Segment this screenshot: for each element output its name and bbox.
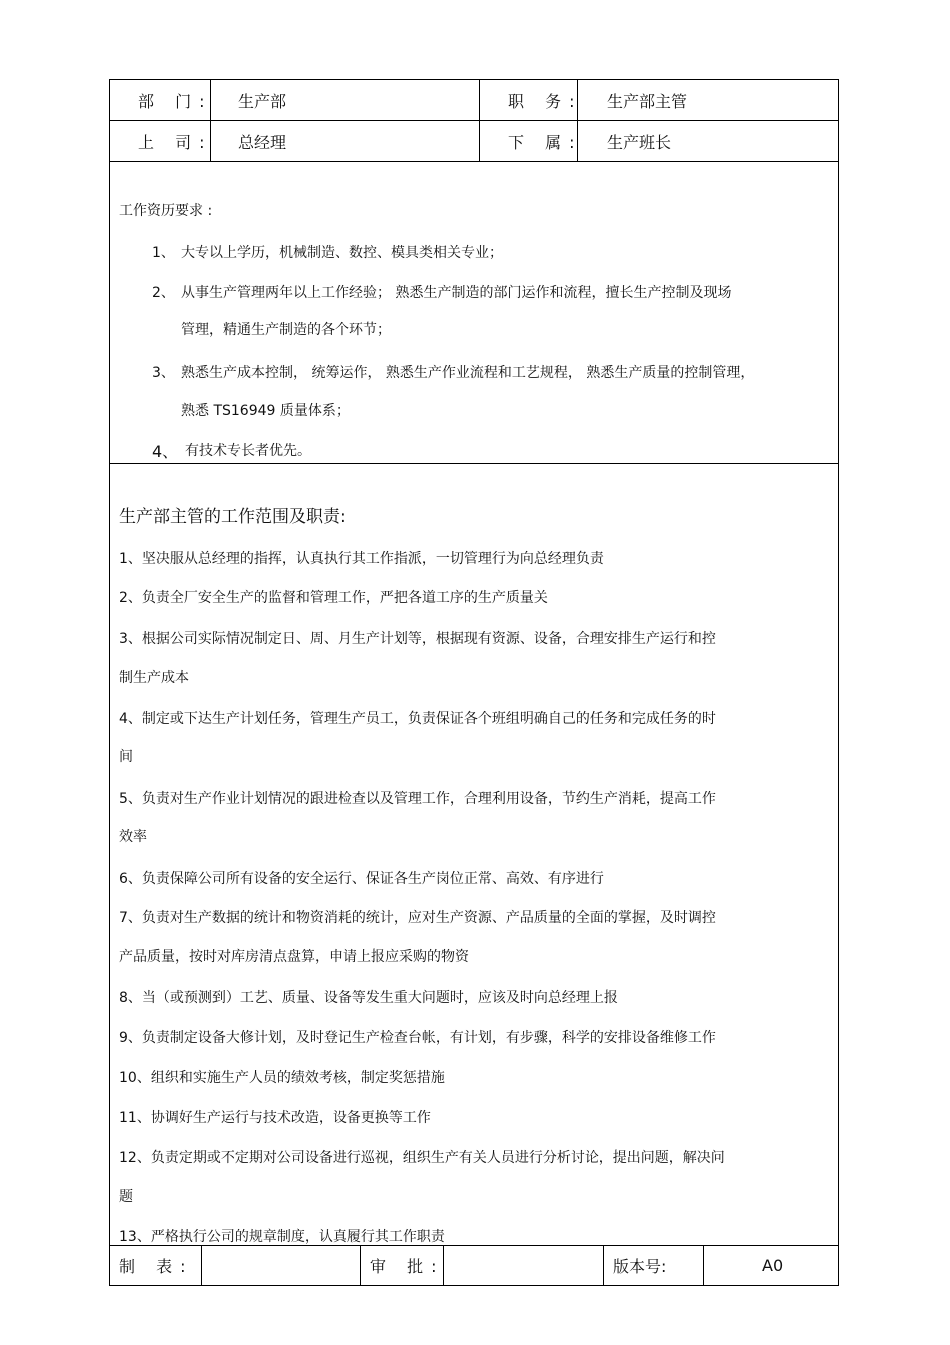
position-value: 生产部主管 [607,91,688,111]
duty-line: 9、负责制定设备大修计划，及时登记生产检查台帐，有计划，有步骤，科学的安排设备维修工作 [119,1030,716,1046]
requirement-text: 熟悉生产成本控制， 统筹运作， 熟悉生产作业流程和工艺规程， 熟悉生产质量的控制管理， [181,365,755,381]
duty-line: 11、协调好生产运行与技术改造，设备更换等工作 [119,1110,431,1126]
duty-line: 5、负责对生产作业计划情况的跟进检查以及管理工作，合理利用设备，节约生产消耗，提高工作 [119,791,716,807]
duty-line: 2、负责全厂安全生产的监督和管理工作，严把各道工序的生产质量关 [119,590,548,606]
duty-line: 12、负责定期或不定期对公司设备进行巡视，组织生产有关人员进行分析讨论，提出问题，解决问 [119,1150,725,1166]
requirement-text: 管理，精通生产制造的各个环节； [181,322,391,338]
duty-line: 13、严格执行公司的规章制度，认真履行其工作职责 [119,1229,445,1245]
duty-line: 间 [119,749,133,765]
position-label: 职 务: [508,91,583,111]
duties-title: 生产部主管的工作范围及职责: [119,507,346,527]
duty-line: 效率 [119,829,147,845]
requirement-number: 3、 [152,365,175,381]
duty-line: 3、根据公司实际情况制定日、周、月生产计划等，根据现有资源、设备，合理安排生产运行和控 [119,631,716,647]
department-label: 部 门: [138,91,213,111]
duty-line: 产品质量，按时对库房清点盘算，申请上报应采购的物资 [119,949,469,965]
duties-section [110,464,838,1246]
subordinate-value: 生产班长 [607,132,672,152]
duty-line: 6、负责保障公司所有设备的安全运行、保证各生产岗位正常、高效、有序进行 [119,871,604,887]
header-row-superior [110,121,838,162]
duty-line: 8、当（或预测到）工艺、质量、设备等发生重大问题时，应该及时向总经理上报 [119,990,618,1006]
duty-line: 10、组织和实施生产人员的绩效考核，制定奖惩措施 [119,1070,445,1086]
subordinate-label: 下 属: [508,132,583,152]
requirement-text: 大专以上学历，机械制造、数控、模具类相关专业； [181,245,503,261]
requirement-text: 有技术专长者优先。 [185,443,311,459]
requirements-title: 工作资历要求 : [119,203,213,219]
requirement-number: 4、 [152,442,179,461]
requirement-text: 熟悉 TS16949 质量体系； [181,403,350,419]
superior-label: 上 司: [138,132,213,152]
duty-line: 7、负责对生产数据的统计和物资消耗的统计，应对生产资源、产品质量的全面的掌握，及时调控 [119,910,716,926]
duty-line: 1、坚决服从总经理的指挥，认真执行其工作指派，一切管理行为向总经理负责 [119,551,604,567]
department-value: 生产部 [238,91,287,111]
requirements-section [110,162,838,464]
approve-label: 审 批: [370,1257,445,1276]
version-value: A0 [762,1256,784,1275]
requirement-number: 1、 [152,245,175,261]
header-row-department [110,80,838,121]
duty-line: 4、制定或下达生产计划任务，管理生产员工，负责保证各个班组明确自己的任务和完成任务的时 [119,711,716,727]
requirement-number: 2、 [152,285,175,301]
duty-line: 题 [119,1189,133,1205]
footer-row [110,1246,838,1285]
duty-line: 制生产成本 [119,670,189,686]
superior-value: 总经理 [238,132,287,152]
maker-label: 制 表: [119,1257,194,1276]
version-label: 版本号: [613,1257,667,1276]
job-description-form [109,79,839,1286]
requirement-text: 从事生产管理两年以上工作经验； 熟悉生产制造的部门运作和流程，擅长生产控制及现场 [181,285,732,301]
